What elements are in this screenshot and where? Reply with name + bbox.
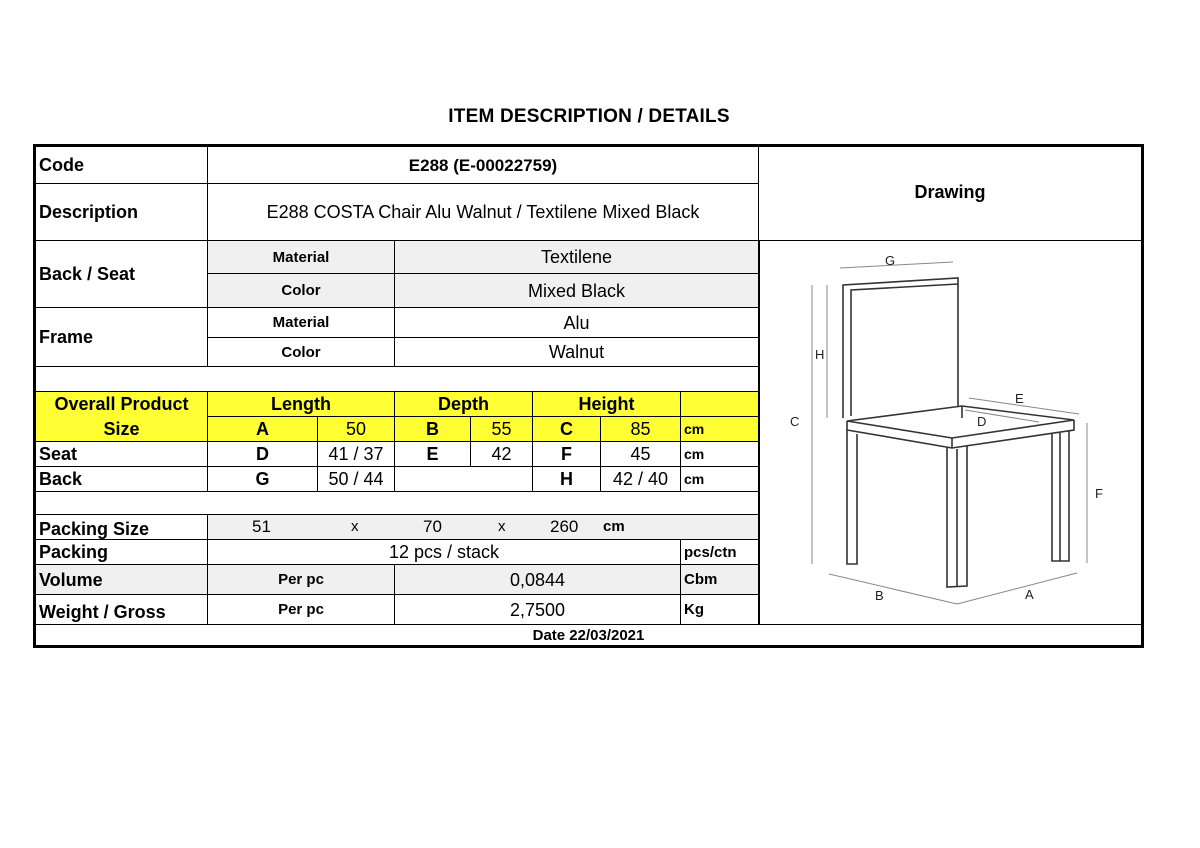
g-value: 50 / 44	[318, 467, 395, 492]
c-letter: C	[533, 417, 601, 442]
page-title: ITEM DESCRIPTION / DETAILS	[448, 106, 730, 127]
overall-size-label-line2: Size	[103, 418, 140, 439]
frame-material-value: Alu	[395, 308, 759, 338]
code-value: E288 (E-00022759)	[208, 147, 759, 184]
chair-outline	[843, 278, 1074, 587]
b-letter: B	[395, 417, 471, 442]
packing-size-width: 51	[252, 517, 271, 536]
seat-label: Seat	[36, 442, 208, 467]
packing-size-label: Packing Size	[36, 515, 208, 540]
dim-letter-g: G	[885, 253, 896, 268]
packing-size-x2: x	[498, 518, 506, 535]
frame-color-label: Color	[208, 338, 395, 367]
back-unit: cm	[681, 467, 759, 492]
back-seat-label: Back / Seat	[36, 241, 208, 308]
dim-letter-b: B	[875, 588, 884, 603]
seat-unit: cm	[681, 442, 759, 467]
g-letter: G	[208, 467, 318, 492]
h-letter: H	[533, 467, 601, 492]
overall-size-label-line1: Overall Product	[54, 393, 189, 414]
frame-label: Frame	[36, 308, 208, 367]
depth-header: Depth	[395, 392, 533, 417]
frame-material-label: Material	[208, 308, 395, 338]
e-value: 42	[471, 442, 533, 467]
length-header: Length	[208, 392, 395, 417]
b-value: 55	[471, 417, 533, 442]
e-letter: E	[395, 442, 471, 467]
weight-per: Per pc	[208, 595, 395, 625]
packing-label: Packing	[36, 540, 208, 565]
back-seat-color-label: Color	[208, 274, 395, 308]
weight-value: 2,7500	[395, 595, 681, 625]
back-depth-blank	[395, 467, 533, 492]
h-value: 42 / 40	[601, 467, 681, 492]
d-letter: D	[208, 442, 318, 467]
volume-unit: Cbm	[681, 565, 759, 595]
height-header: Height	[533, 392, 681, 417]
description-label: Description	[36, 184, 208, 241]
chair-drawing	[757, 238, 1143, 623]
volume-per: Per pc	[208, 565, 395, 595]
dim-letter-h: H	[815, 347, 825, 362]
back-seat-color-value: Mixed Black	[395, 274, 759, 308]
overall-unit: cm	[681, 417, 759, 442]
d-value: 41 / 37	[318, 442, 395, 467]
packing-size-x1: x	[351, 518, 359, 535]
dim-letter-c: C	[790, 414, 800, 429]
back-seat-material-value: Textilene	[395, 241, 759, 274]
overall-size-label	[36, 392, 208, 442]
dim-letter-f: F	[1095, 486, 1103, 501]
drawing-label: Drawing	[759, 147, 1141, 241]
back-label: Back	[36, 467, 208, 492]
description-value: E288 COSTA Chair Alu Walnut / Textilene Mixed Black	[208, 184, 759, 241]
f-value: 45	[601, 442, 681, 467]
dim-letter-d: D	[977, 414, 987, 429]
a-value: 50	[318, 417, 395, 442]
a-letter: A	[208, 417, 318, 442]
c-value: 85	[601, 417, 681, 442]
f-letter: F	[533, 442, 601, 467]
volume-value: 0,0844	[395, 565, 681, 595]
dim-letter-e: E	[1015, 391, 1024, 406]
packing-size-height: 260	[550, 517, 579, 536]
dim-letter-a: A	[1025, 587, 1034, 602]
packing-size-row	[208, 515, 759, 540]
code-label: Code	[36, 147, 208, 184]
back-seat-material-label: Material	[208, 241, 395, 274]
date: Date 22/03/2021	[532, 626, 645, 644]
packing-unit: pcs/ctn	[681, 540, 759, 565]
packing-size-depth: 70	[423, 517, 442, 536]
weight-label: Weight / Gross	[36, 595, 208, 625]
packing-value: 12 pcs / stack	[208, 540, 681, 565]
packing-size-unit: cm	[603, 518, 625, 535]
unit-header-blank	[681, 392, 759, 417]
spacer-row-2	[36, 492, 759, 515]
dimension-lines	[812, 262, 1087, 604]
weight-unit: Kg	[681, 595, 759, 625]
volume-label: Volume	[36, 565, 208, 595]
spacer-row	[36, 367, 759, 392]
frame-color-value: Walnut	[395, 338, 759, 367]
